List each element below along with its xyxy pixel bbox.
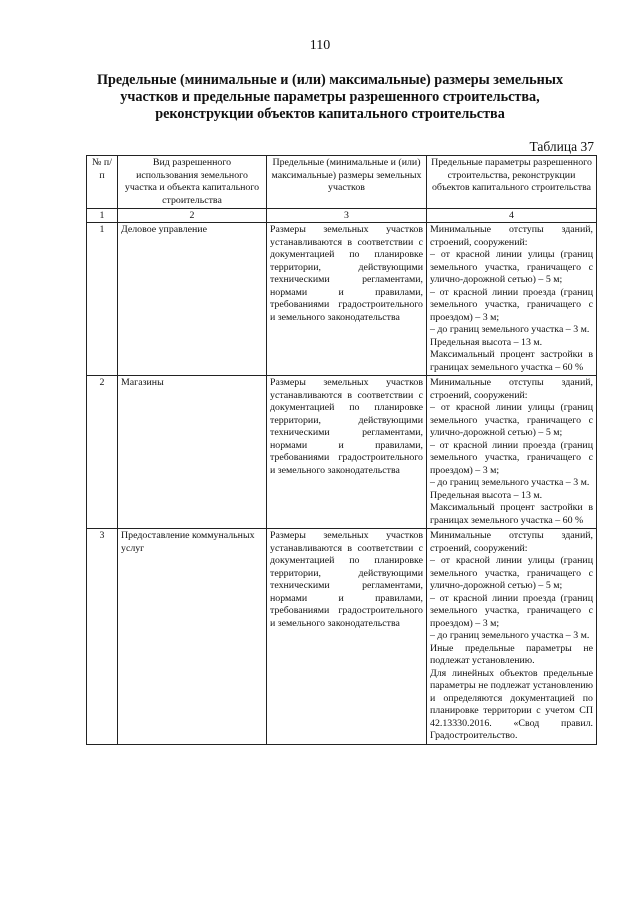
page-number: 110 (309, 38, 331, 53)
param-line: Минимальные отступы зданий, строений, сооружений: (430, 224, 593, 248)
header-construction-params: Предельные параметры разрешенного строительства, реконструкции объектов капитального строительства (427, 156, 597, 209)
table-row (87, 529, 597, 745)
use-type-cell: Деловое управление (118, 223, 267, 376)
param-line: Для линейных объектов предельные параметры не подлежат установлению и определяются документацией по планировке территории с учетом СП 42.13330.2016. «Свод правил. Градостроительство. (430, 667, 593, 741)
row-number: 3 (87, 529, 118, 745)
use-type-cell: Магазины (118, 376, 267, 529)
plot-size-cell: Размеры земельных участков устанавливаются в соответствии с документацией по планировке территории, действующими техническими регламентами, нормами и правилами, требованиями градостроительного и земельного законодательства (267, 529, 427, 745)
header-plot-size: Предельные (минимальные и (или) максимальные) размеры земельных участков (267, 156, 427, 209)
param-line: Иные предельные параметры не подлежат установлению. (430, 642, 593, 666)
row-number: 2 (87, 376, 118, 529)
param-line: Максимальный процент застройки в границах земельного участка – 60 % (430, 502, 593, 526)
header-use-type: Вид разрешенного использования земельного участка и объекта капитального строительства (118, 156, 267, 209)
document-title: Предельные (минимальные и (или) максимальные) размеры земельных участков и предельные параметры разрешенного строительства, реконструкции объектов капитального строительства (96, 72, 564, 122)
column-index: 1 (87, 209, 118, 223)
param-line: – от красной линии проезда (границ земельного участка, граничащего с проездом) – 3 м; (430, 286, 593, 323)
param-line: Минимальные отступы зданий, строений, сооружений: (430, 530, 593, 554)
param-line: – до границ земельного участка – 3 м. (430, 324, 590, 335)
param-line: – до границ земельного участка – 3 м. (430, 477, 590, 488)
header-number: № п/п (87, 156, 118, 209)
use-type-cell: Предоставление коммунальных услуг (118, 529, 267, 745)
column-index: 2 (118, 209, 267, 223)
param-line: – от красной линии проезда (границ земельного участка, граничащего с проездом) – 3 м; (430, 439, 593, 476)
param-line: Предельная высота – 13 м. (430, 336, 543, 348)
table-label: Таблица 37 (529, 139, 594, 154)
param-line: – от красной линии улицы (границ земельного участка, граничащего с улично-дорожной сетью) – 5 м; (430, 555, 593, 591)
param-line: Минимальные отступы зданий, строений, сооружений: (430, 377, 593, 401)
table-row (87, 223, 597, 376)
param-line: – от красной линии улицы (границ земельного участка, граничащего с улично-дорожной сетью) – 5 м; (430, 402, 593, 438)
row-number: 1 (87, 223, 118, 376)
param-line: Предельная высота – 13 м. (430, 489, 543, 501)
parameters-table (86, 155, 597, 745)
param-line: Максимальный процент застройки в границах земельного участка – 60 % (430, 349, 593, 373)
table-row (87, 376, 597, 529)
column-index: 4 (427, 209, 597, 223)
param-line: – от красной линии проезда (границ земельного участка, граничащего с проездом) – 3 м; (430, 592, 593, 629)
column-index: 3 (267, 209, 427, 223)
column-index-row (87, 209, 597, 223)
construction-params-cell (427, 529, 597, 745)
construction-params-cell (427, 223, 597, 376)
param-line: – от красной линии улицы (границ земельного участка, граничащего с улично-дорожной сетью) – 5 м; (430, 249, 593, 285)
plot-size-cell: Размеры земельных участков устанавливаются в соответствии с документацией по планировке территории, действующими техническими регламентами, нормами и правилами, требованиями градостроительного и земельного законодательства (267, 223, 427, 376)
table-header-row (87, 156, 597, 209)
construction-params-cell (427, 376, 597, 529)
param-line: – до границ земельного участка – 3 м. (430, 630, 590, 641)
plot-size-cell: Размеры земельных участков устанавливаются в соответствии с документацией по планировке территории, действующими техническими регламентами, нормами и правилами, требованиями градостроительного и земельного законодательства (267, 376, 427, 529)
